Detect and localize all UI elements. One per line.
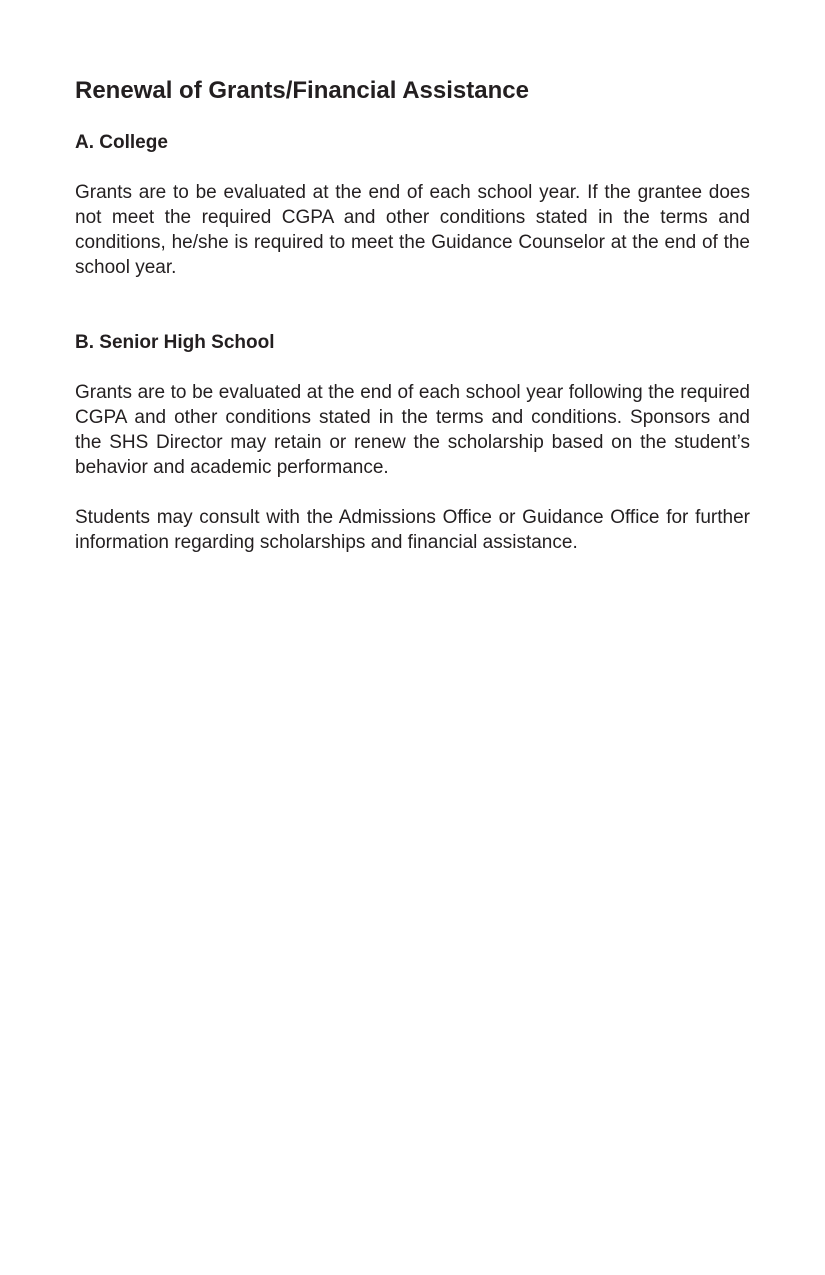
section-heading-college: A. College bbox=[75, 132, 168, 153]
paragraph-shs-renewal: Grants are to be evaluated at the end of each school year following the required CGPA and other conditions stated in the terms and conditions. Sponsors and the SHS Director may retain or renew the scholarship based on the student’s behavior and academic performance. bbox=[75, 382, 750, 478]
section-heading-senior-high-school: B. Senior High School bbox=[75, 332, 275, 353]
paragraph-college-renewal: Grants are to be evaluated at the end of each school year. If the grantee does not meet the required CGPA and other conditions stated in the terms and conditions, he/she is required to meet the Guidance Counselor at the end of the school year. bbox=[75, 182, 750, 278]
document-title: Renewal of Grants/Financial Assistance bbox=[75, 77, 529, 104]
paragraph-consultation-info: Students may consult with the Admissions Office or Guidance Office for further information regarding scholarships and financial assistance. bbox=[75, 507, 750, 553]
section-college bbox=[75, 130, 750, 280]
section-senior-high-school bbox=[75, 330, 750, 555]
document-page bbox=[75, 74, 750, 555]
